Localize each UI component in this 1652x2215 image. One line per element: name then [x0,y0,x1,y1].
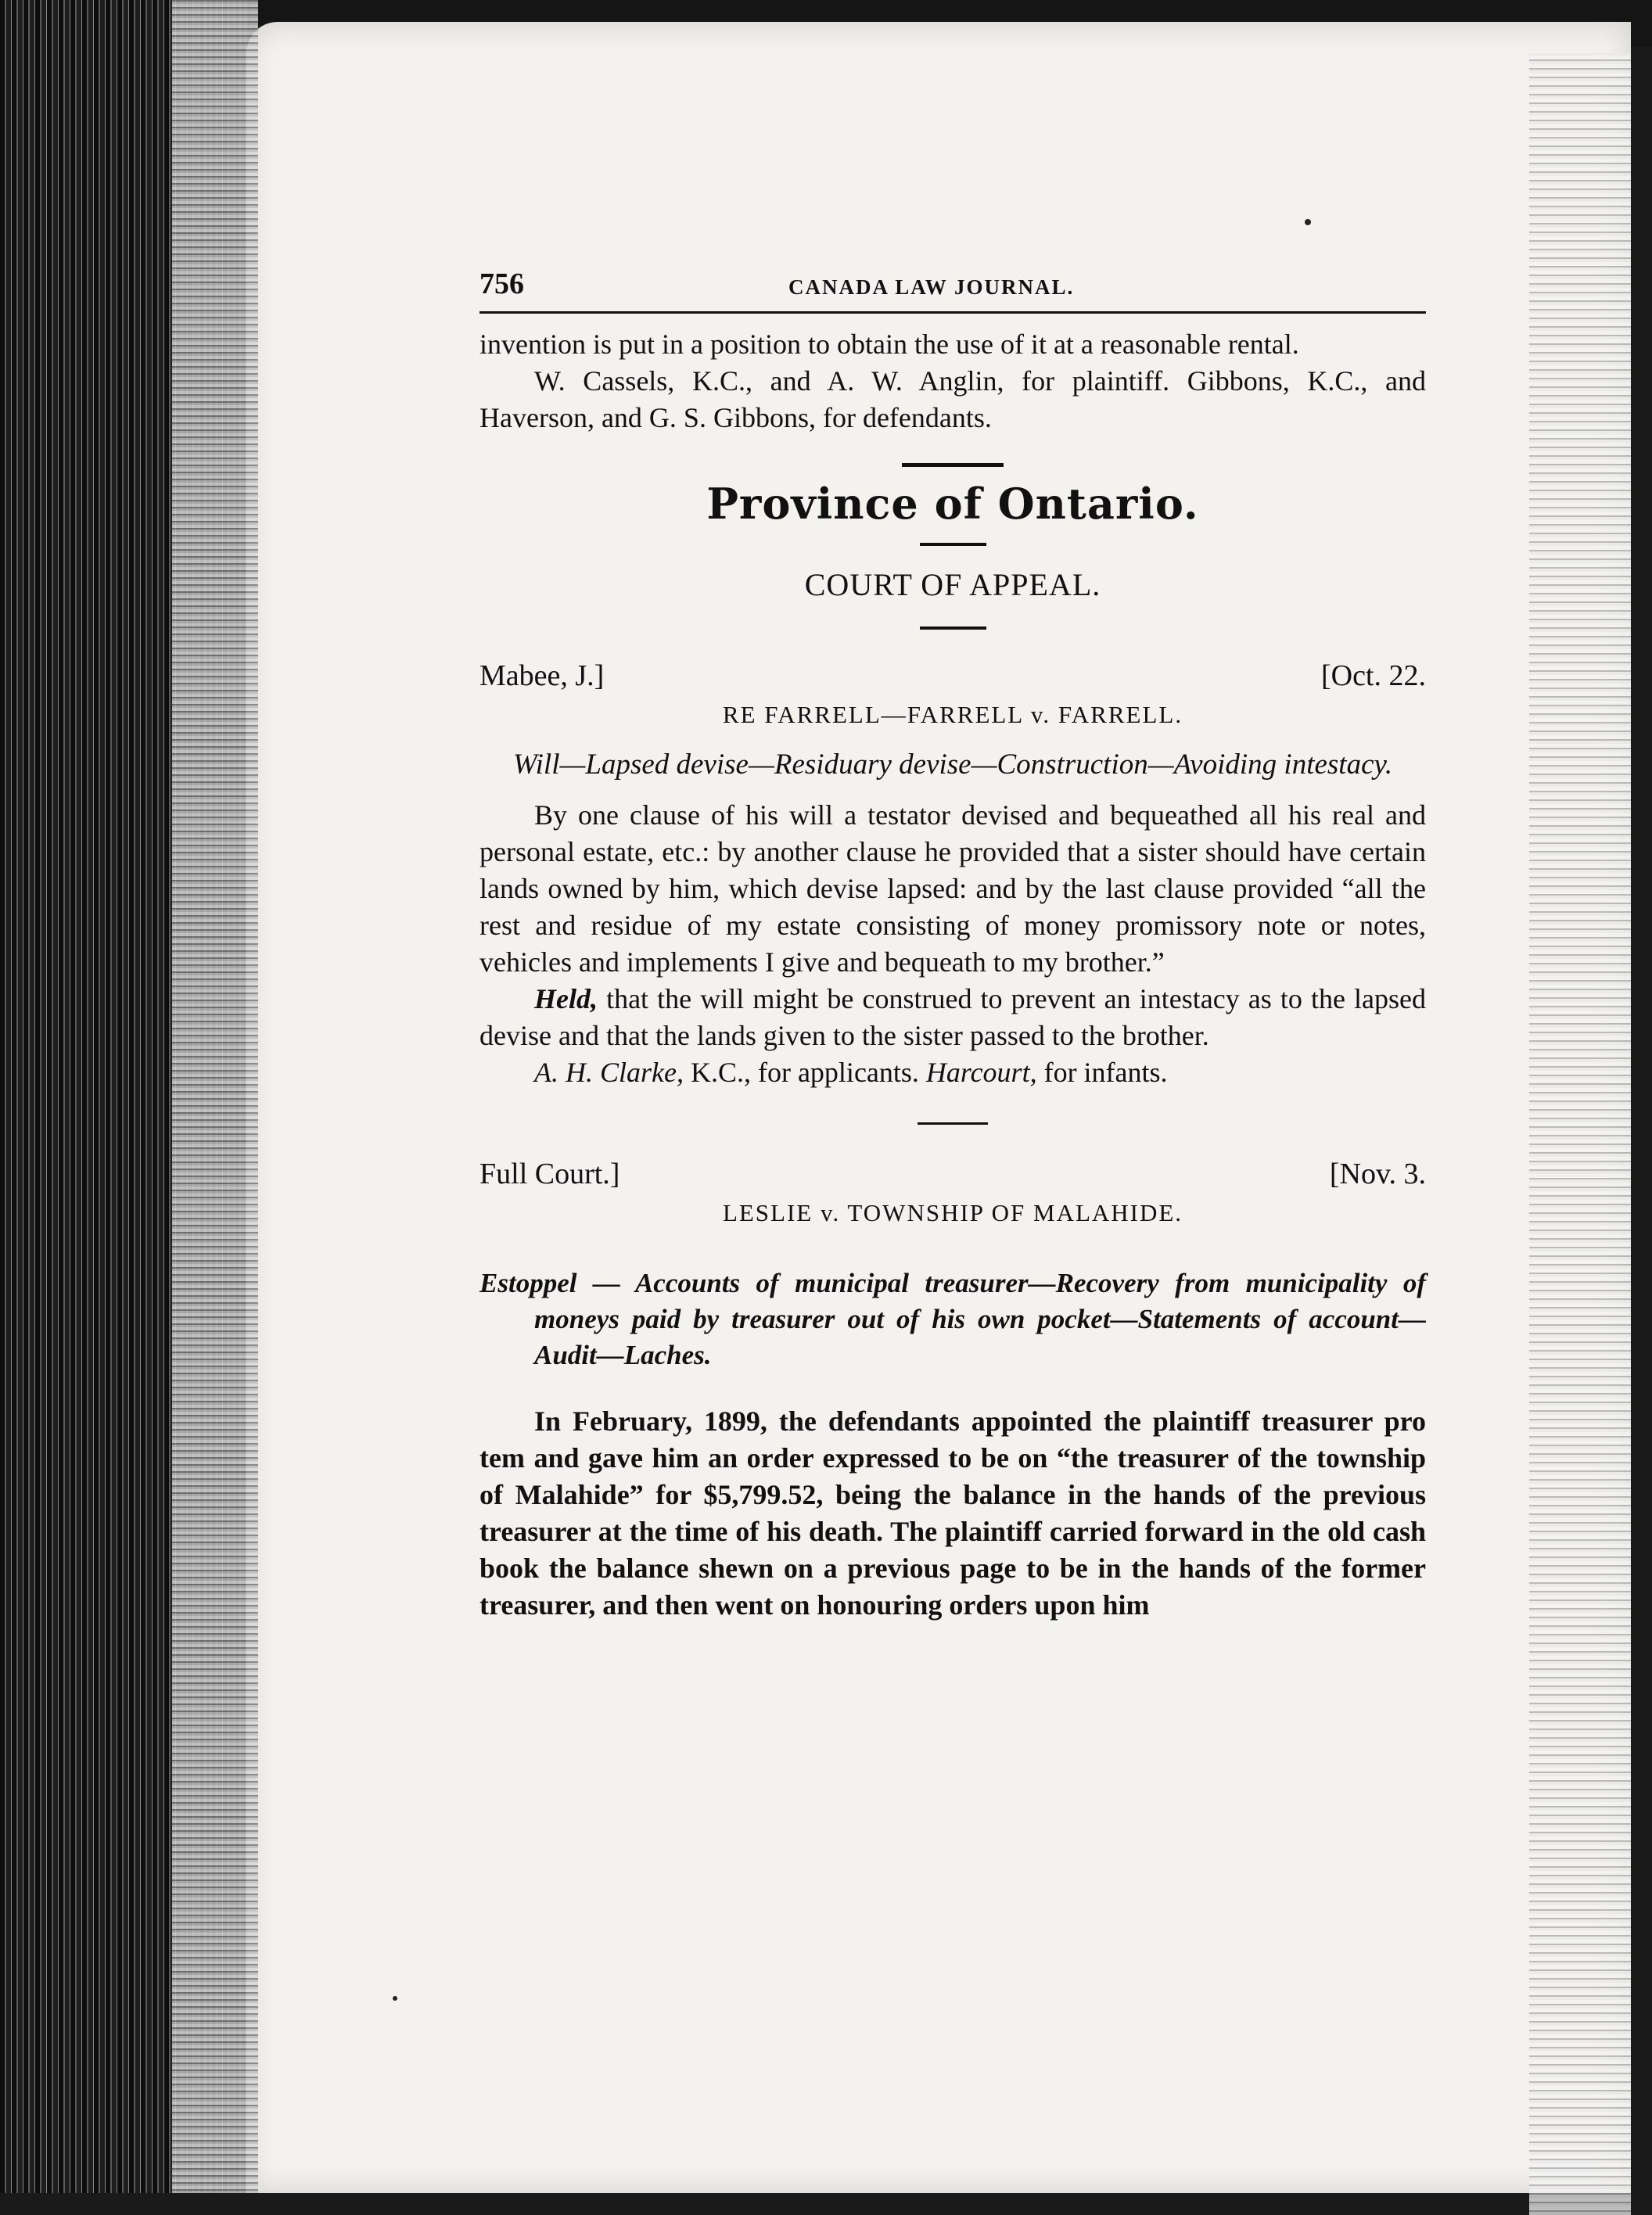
held-text: that the will might be construed to prevent an intestacy as to the lapsed devise and that the lands given to the sister passed to the brother. [479,983,1426,1051]
journal-title: CANADA LAW JOURNAL. [788,275,1075,299]
catchwords: Will—Lapsed devise—Residuary devise—Construction—Avoiding intestacy. [512,749,1393,781]
court-heading: COURT OF APPEAL. [804,567,1101,602]
section-rule [902,463,1004,467]
case-header [479,658,1426,695]
ink-speck [1305,219,1311,225]
counsel-role: K.C., for applicants. [690,1057,919,1088]
judge-name: Mabee, J.] [479,659,605,692]
counsel-line [479,1054,1426,1091]
case-body: In February, 1899, the defendants appointed the plaintiff treasurer pro tem and gave him an order expressed to be on “the treasurer of the township of Malahide” for $5,799.52, being the balance in the hands of the previous treasurer at the time of his death. The plaintiff carried forward in the old cash book the balance shewn on a previous page to be in the hands of the former treasurer, and then went on honouring orders upon him [479,1405,1426,1621]
province-heading: Province of Ontario. [706,479,1199,529]
section-rule [920,543,986,546]
counsel-role: for infants. [1043,1057,1168,1088]
carryover-paragraph: invention is put in a position to obtain the use of it at a reasonable rental. [479,328,1299,360]
case-title: LESLIE v. TOWNSHIP OF MALAHIDE. [722,1199,1183,1226]
counsel-name: Harcourt, [925,1057,1037,1088]
page-number: 756 [479,267,524,300]
case-header [479,1156,1426,1193]
gutter-speckle [172,0,258,2193]
counsel-name: A. H. Clarke, [534,1057,684,1088]
page-content [479,266,1426,1624]
case-date: [Nov. 3. [1329,1158,1426,1190]
case-title: RE FARRELL—FARRELL v. FARRELL. [722,701,1183,728]
judge-name: Full Court.] [479,1158,620,1190]
case-date: [Oct. 22. [1320,659,1426,692]
page-edge-shadow [1529,53,1631,2215]
ink-speck [393,1996,397,2001]
case-body: By one clause of his will a testator devised and bequeathed all his real and personal estate, etc.: by another clause he provided that a sister should have certain lands owned by him, which devise lapsed: and by the last clause provided “all the rest and residue of my estate consisting of money promissory note or notes, vehicles and implements I give and bequeath to my brother.” [479,799,1426,978]
held-label: Held, [534,983,598,1014]
catchwords: Estoppel — Accounts of municipal treasurer—Recovery from municipality of moneys paid by treasurer out of his own pocket—Statements of account—Audit—Laches. [479,1268,1426,1370]
counsel-line: W. Cassels, K.C., and A. W. Anglin, for plaintiff. Gibbons, K.C., and Haverson, and G. S. Gibbons, for defendants. [479,365,1426,433]
running-head [479,266,1426,314]
held-paragraph [479,981,1426,1054]
